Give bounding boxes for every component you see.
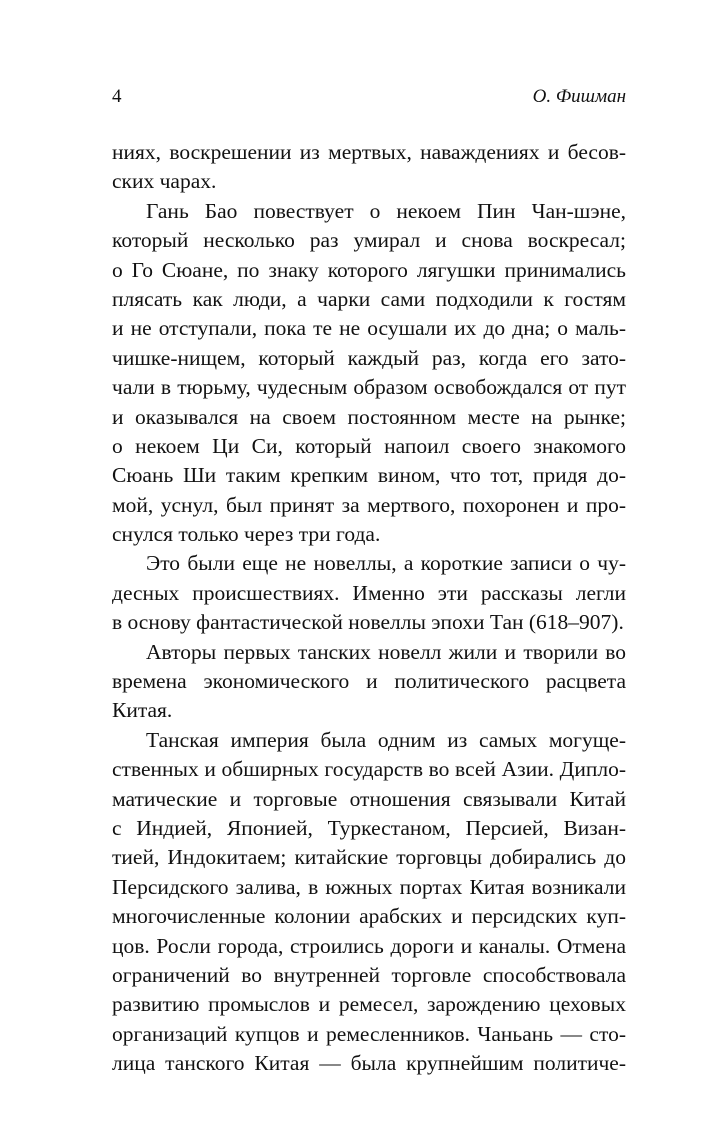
- text-line: который несколько раз умирал и снова воскресал;: [112, 228, 626, 253]
- text-line: и оказывался на своем постоянном месте на рынке;: [112, 404, 626, 429]
- text-line: тией, Индокитаем; китайские торговцы добирались до: [112, 845, 626, 870]
- text-line: ограничений во внутренней торговле способствовала: [112, 962, 626, 987]
- text-line: лица танского Китая — была крупнейшим политиче-: [112, 1051, 626, 1076]
- text-line: чали в тюрьму, чудесным образом освобождался от пут: [112, 375, 626, 400]
- text-line: плясать как люди, а чарки сами подходили к гостям: [112, 286, 626, 311]
- running-head: [112, 80, 626, 114]
- text-line: чишке-нищем, который каждый раз, когда его зато-: [112, 345, 626, 370]
- text-line: развитию промыслов и ремесел, зарождению цеховых: [112, 992, 626, 1017]
- text-line: ственных и обширных государств во всей Азии. Дипло-: [112, 757, 626, 782]
- text-line: снулся только через три года.: [112, 522, 381, 547]
- text-line: Это были еще не новеллы, а короткие записи о чу-: [146, 551, 626, 576]
- text-line: Авторы первых танских новелл жили и творили во: [146, 639, 626, 664]
- page-number: 4: [112, 86, 122, 107]
- text-line: Китая.: [112, 698, 173, 723]
- text-line: Гань Бао повествует о некоем Пин Чан-шэне,: [146, 198, 626, 223]
- text-line: и не отступали, пока те не осушали их до дна; о маль-: [112, 316, 626, 341]
- text-line: организаций купцов и ремесленников. Чаньань — сто-: [112, 1021, 626, 1046]
- text-line: матические и торговые отношения связывали Китай: [112, 786, 626, 811]
- text-line: мой, уснул, был принят за мертвого, похоронен и про-: [112, 492, 626, 517]
- text-line: о Го Сюане, по знаку которого лягушки принимались: [112, 257, 626, 282]
- text-line: с Индией, Японией, Туркестаном, Персией, Визан-: [112, 815, 626, 840]
- text-line: в основу фантастической новеллы эпохи Тан (618–907).: [112, 610, 624, 635]
- text-line: Сюань Ши таким крепким вином, что тот, придя до-: [112, 463, 626, 488]
- text-line: многочисленные колонии арабских и персидских куп-: [112, 904, 626, 929]
- text-line: Танская империя была одним из самых могуще-: [146, 727, 626, 752]
- text-line: цов. Росли города, строились дороги и каналы. Отмена: [112, 933, 626, 958]
- book-page: [112, 80, 626, 1079]
- body-text: [112, 138, 626, 1079]
- running-title: О. Фишман: [532, 86, 626, 107]
- text-line: ниях, воскрешении из мертвых, наваждениях и бесов-: [112, 140, 626, 164]
- text-line: ских чарах.: [112, 169, 217, 194]
- text-line: Персидского залива, в южных портах Китая возникали: [112, 874, 626, 899]
- text-line: десных происшествиях. Именно эти рассказы легли: [112, 580, 626, 605]
- text-line: о некоем Ци Си, который напоил своего знакомого: [112, 433, 626, 458]
- text-line: времена экономического и политического расцвета: [112, 669, 626, 694]
